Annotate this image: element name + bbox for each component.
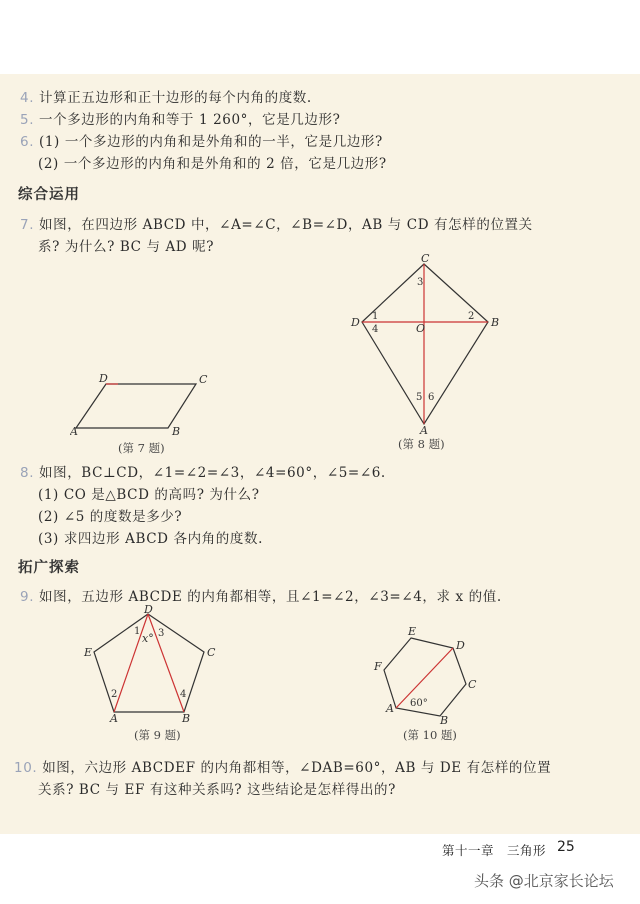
- fig10-label-a: A: [386, 702, 394, 715]
- fig8-angle-5: 5: [416, 392, 423, 403]
- exercise-6-part1: 6. (1) 一个多边形的内角和是外角和的一半，它是几边形?: [20, 134, 383, 150]
- fig9-label-e: E: [84, 646, 93, 659]
- fig9-angle-1: 1: [134, 626, 141, 637]
- exercise-7-line2: 系? 为什么? BC 与 AD 呢?: [38, 239, 215, 255]
- figure-7-parallelogram: [70, 372, 220, 437]
- fig9-label-c: C: [207, 646, 216, 659]
- fig10-label-e: E: [408, 626, 417, 638]
- figure-8-caption: (第 8 题): [398, 437, 445, 451]
- section-title-extension: 拓广探索: [18, 560, 80, 576]
- fig8-angle-4: 4: [372, 324, 379, 335]
- fig10-angle-60: 60°: [410, 698, 428, 709]
- fig7-label-c: C: [199, 373, 208, 386]
- exercise-4: 4. 计算正五边形和正十边形的每个内角的度数.: [20, 90, 312, 106]
- footer-chapter-title: 第十一章 三角形: [442, 843, 547, 858]
- figure-8-kite: [348, 252, 508, 437]
- fig9-label-a: A: [110, 712, 118, 724]
- fig9-label-x: x°: [142, 632, 154, 645]
- figure-9-caption: (第 9 题): [134, 728, 181, 742]
- exercise-10-line2: 关系? BC 与 EF 有这种关系吗? 这些结论是怎样得出的?: [38, 782, 396, 798]
- exercise-6-part2: (2) 一个多边形的内角和是外角和的 2 倍，它是几边形?: [38, 156, 387, 172]
- watermark: 头条 @北京家长论坛: [474, 872, 614, 890]
- fig10-label-d: D: [456, 639, 465, 652]
- exercise-8-sub2: (2) ∠5 的度数是多少?: [38, 509, 183, 525]
- fig8-label-d: D: [351, 316, 360, 329]
- fig9-label-b: B: [182, 712, 191, 724]
- fig9-angle-4: 4: [180, 689, 187, 700]
- fig8-angle-6: 6: [428, 392, 435, 403]
- fig7-label-a: A: [70, 425, 78, 437]
- exercise-8-line1: 8. 如图，BC⊥CD，∠1=∠2=∠3，∠4=60°，∠5=∠6.: [20, 465, 386, 481]
- exercise-9-line1: 9. 如图，五边形 ABCDE 的内角都相等，且∠1=∠2，∠3=∠4，求 x 的值.: [20, 589, 502, 605]
- figure-10-caption: (第 10 题): [403, 728, 457, 742]
- fig8-label-a: A: [420, 424, 428, 437]
- fig8-label-b: B: [491, 316, 500, 329]
- fig10-label-c: C: [468, 678, 477, 691]
- fig8-angle-1: 1: [372, 311, 379, 322]
- fig9-angle-3: 3: [158, 628, 165, 639]
- fig10-label-b: B: [440, 714, 449, 726]
- fig9-angle-2: 2: [111, 689, 118, 700]
- fig8-angle-2: 2: [468, 311, 475, 322]
- exercise-8-sub1: (1) CO 是△BCD 的高吗? 为什么?: [38, 487, 260, 503]
- exercise-8-sub3: (3) 求四边形 ABCD 各内角的度数.: [38, 531, 263, 547]
- fig8-angle-3: 3: [417, 277, 424, 288]
- fig7-label-d: D: [99, 372, 108, 385]
- figure-9-pentagon: [82, 604, 222, 724]
- fig8-label-c: C: [421, 252, 430, 265]
- exercise-10-line1: 10. 如图，六边形 ABCDEF 的内角都相等，∠DAB=60°，AB 与 DE 有怎样的位置: [14, 760, 552, 776]
- page-number: 25: [557, 839, 575, 855]
- exercise-5: 5. 一个多边形的内角和等于 1 260°，它是几边形?: [20, 112, 341, 128]
- fig9-label-d: D: [144, 604, 153, 616]
- scan-margin-top: [0, 0, 640, 74]
- section-title-comprehensive: 综合运用: [18, 187, 80, 203]
- figure-7-caption: (第 7 题): [118, 441, 165, 455]
- fig10-label-f: F: [374, 660, 382, 673]
- fig7-label-b: B: [172, 425, 181, 437]
- fig8-label-o: O: [416, 322, 426, 335]
- exercise-7-line1: 7. 如图，在四边形 ABCD 中，∠A=∠C，∠B=∠D，AB 与 CD 有怎样的位置关: [20, 217, 533, 233]
- figure-10-hexagon: [370, 626, 485, 726]
